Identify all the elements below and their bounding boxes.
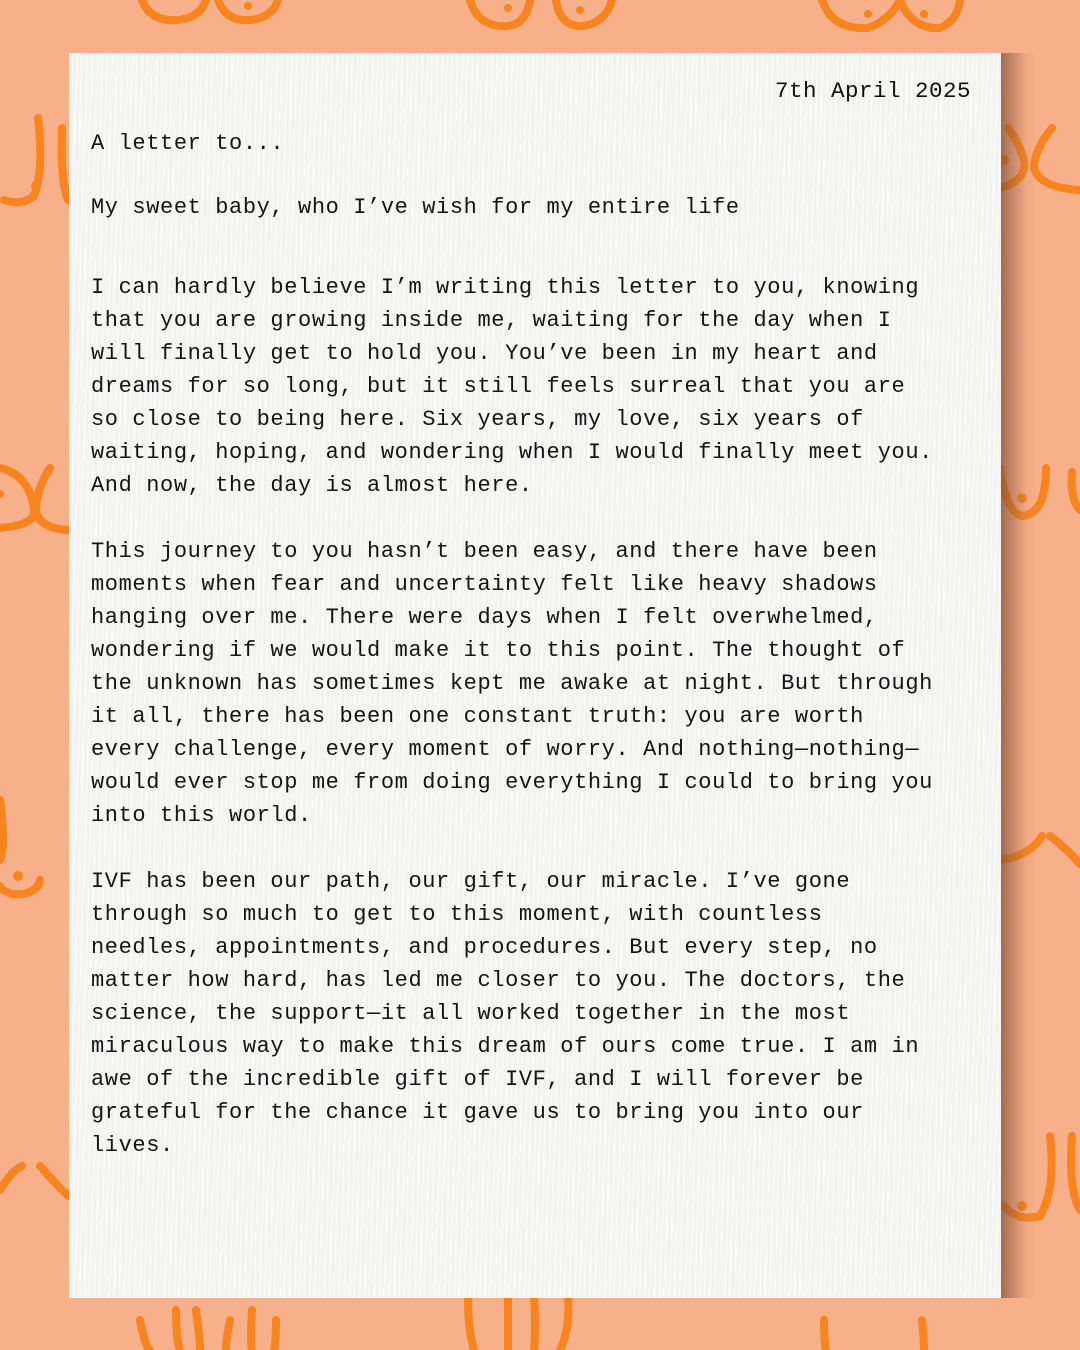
letter-paragraph-2 bbox=[91, 535, 991, 832]
text-line: This journey to you hasn’t been easy, and there have been bbox=[91, 539, 878, 564]
text-line: waiting, hoping, and wondering when I would finally meet you. bbox=[91, 440, 933, 465]
text-line: into this world. bbox=[91, 803, 312, 828]
text-line: that you are growing inside me, waiting for the day when I bbox=[91, 308, 892, 333]
text-line: moments when fear and uncertainty felt like heavy shadows bbox=[91, 572, 878, 597]
text-line: so close to being here. Six years, my love, six years of bbox=[91, 407, 864, 432]
text-line: matter how hard, has led me closer to you. The doctors, the bbox=[91, 968, 906, 993]
text-line: lives. bbox=[91, 1133, 174, 1158]
text-line: will finally get to hold you. You’ve been in my heart and bbox=[91, 341, 878, 366]
text-line: And now, the day is almost here. bbox=[91, 473, 533, 498]
text-line: grateful for the chance it gave us to bring you into our bbox=[91, 1100, 864, 1125]
letter-salutation: My sweet baby, who I’ve wish for my entire life bbox=[91, 195, 740, 220]
text-line: dreams for so long, but it still feels surreal that you are bbox=[91, 374, 906, 399]
text-line: I can hardly believe I’m writing this letter to you, knowing bbox=[91, 275, 920, 300]
text-line: through so much to get to this moment, with countless bbox=[91, 902, 823, 927]
letter-paper bbox=[69, 53, 1001, 1298]
paper-shadow bbox=[1001, 53, 1037, 1298]
text-line: miraculous way to make this dream of ours come true. I am in bbox=[91, 1034, 920, 1059]
text-line: the unknown has sometimes kept me awake at night. But through bbox=[91, 671, 933, 696]
text-line: hanging over me. There were days when I felt overwhelmed, bbox=[91, 605, 878, 630]
text-line: would ever stop me from doing everything I could to bring you bbox=[91, 770, 933, 795]
letter-paragraph-1 bbox=[91, 271, 991, 502]
text-line: needles, appointments, and procedures. But every step, no bbox=[91, 935, 878, 960]
letter-paragraph-3 bbox=[91, 865, 991, 1162]
text-line: awe of the incredible gift of IVF, and I will forever be bbox=[91, 1067, 864, 1092]
text-line: IVF has been our path, our gift, our miracle. I’ve gone bbox=[91, 869, 851, 894]
letter-greeting: A letter to... bbox=[91, 131, 285, 156]
text-line: every challenge, every moment of worry. And nothing—nothing— bbox=[91, 737, 920, 762]
text-line: it all, there has been one constant truth: you are worth bbox=[91, 704, 864, 729]
text-line: wondering if we would make it to this point. The thought of bbox=[91, 638, 906, 663]
text-line: science, the support—it all worked together in the most bbox=[91, 1001, 851, 1026]
letter-date: 7th April 2025 bbox=[774, 78, 971, 104]
